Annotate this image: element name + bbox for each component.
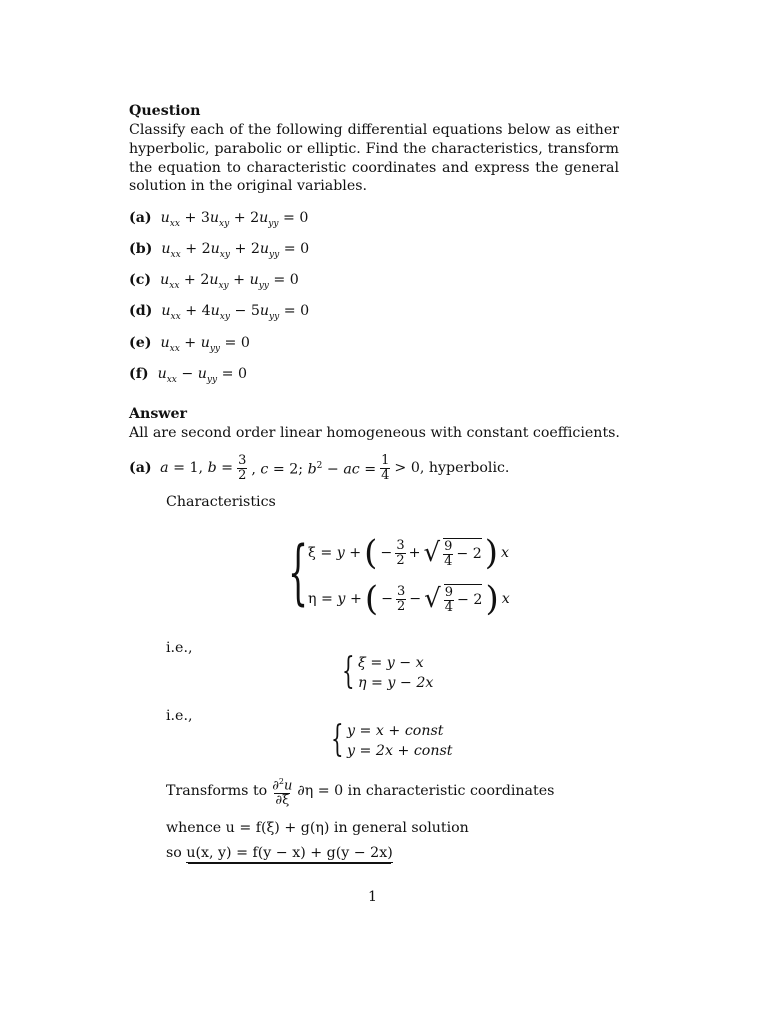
answer-a-class-text: > 0, hyperbolic.	[394, 460, 510, 477]
left-brace-icon: {	[331, 719, 344, 760]
left-brace-icon: {	[288, 531, 309, 613]
so-line	[166, 844, 393, 863]
question-item-d: (d) $u_{xx} + 4u_{xy} - 5u_{yy} = 0$	[129, 303, 310, 322]
answer-intro: All are second order linear homogeneous with constant coefficients.	[129, 425, 620, 441]
xi-equation: ξ = y + ( − $\frac{3}{2}$ + √ $\frac{9}{4}$ − 2 ) x	[308, 533, 510, 573]
transforms-prefix: Transforms to	[166, 783, 268, 800]
answer-a-label: (a)	[129, 460, 152, 477]
eta-equation: η = y + ( − $\frac{3}{2}$ − √ $\frac{9}{4}$ − 2 ) x	[308, 579, 510, 619]
eta-line: η = y − 2x	[358, 675, 434, 691]
answer-a-classification: (a) a = 1, b = $\frac{3}{2}$ , c = 2; $b^2$ − ac = $\frac{1}{4}$ > 0, hyperbolic.	[129, 453, 510, 483]
question-item-f: (f) $u_{xx} - u_{yy} = 0$	[129, 366, 248, 385]
y-line-2: y = 2x + const	[347, 743, 453, 759]
question-heading: Question	[129, 103, 201, 119]
xi-line: ξ = y − x	[358, 655, 424, 671]
page-number: 1	[368, 889, 378, 905]
answer-heading: Answer	[129, 406, 188, 422]
ie-label-1: i.e.,	[166, 640, 193, 656]
question-item-b: (b) $u_{xx} + 2u_{xy} + 2u_{yy} = 0$	[129, 241, 310, 260]
characteristics-label: Characteristics	[166, 494, 276, 510]
transforms-line: Transforms to $\frac{\partial^2u}{\partial\xi}$ ∂η = 0 in characteristic coordinates	[166, 777, 555, 809]
general-solution: u(x, y) = f(y − x) + g(y − 2x)	[186, 845, 393, 861]
whence-line: whence u = f(ξ) + g(η) in general solution	[166, 820, 469, 836]
y-line-1: y = x + const	[347, 723, 444, 739]
transforms-suffix: ∂η = 0 in characteristic coordinates	[297, 783, 555, 800]
question-item-e: (e) $u_{xx} + u_{yy} = 0$	[129, 335, 250, 354]
question-item-c: (c) $u_{xx} + 2u_{xy} + u_{yy} = 0$	[129, 272, 299, 291]
so-prefix: so	[166, 845, 182, 861]
ie-label-2: i.e.,	[166, 708, 193, 724]
question-text: Classify each of the following differential equations below as either hyperbolic, parabolic or elliptic. Find the characteristics, transform the equation to characteristic coordinates and express the general solution in the original variables.	[129, 122, 619, 195]
question-item-a: (a) $u_{xx} + 3u_{xy} + 2u_{yy} = 0$	[129, 210, 309, 229]
left-brace-icon: {	[342, 651, 355, 692]
